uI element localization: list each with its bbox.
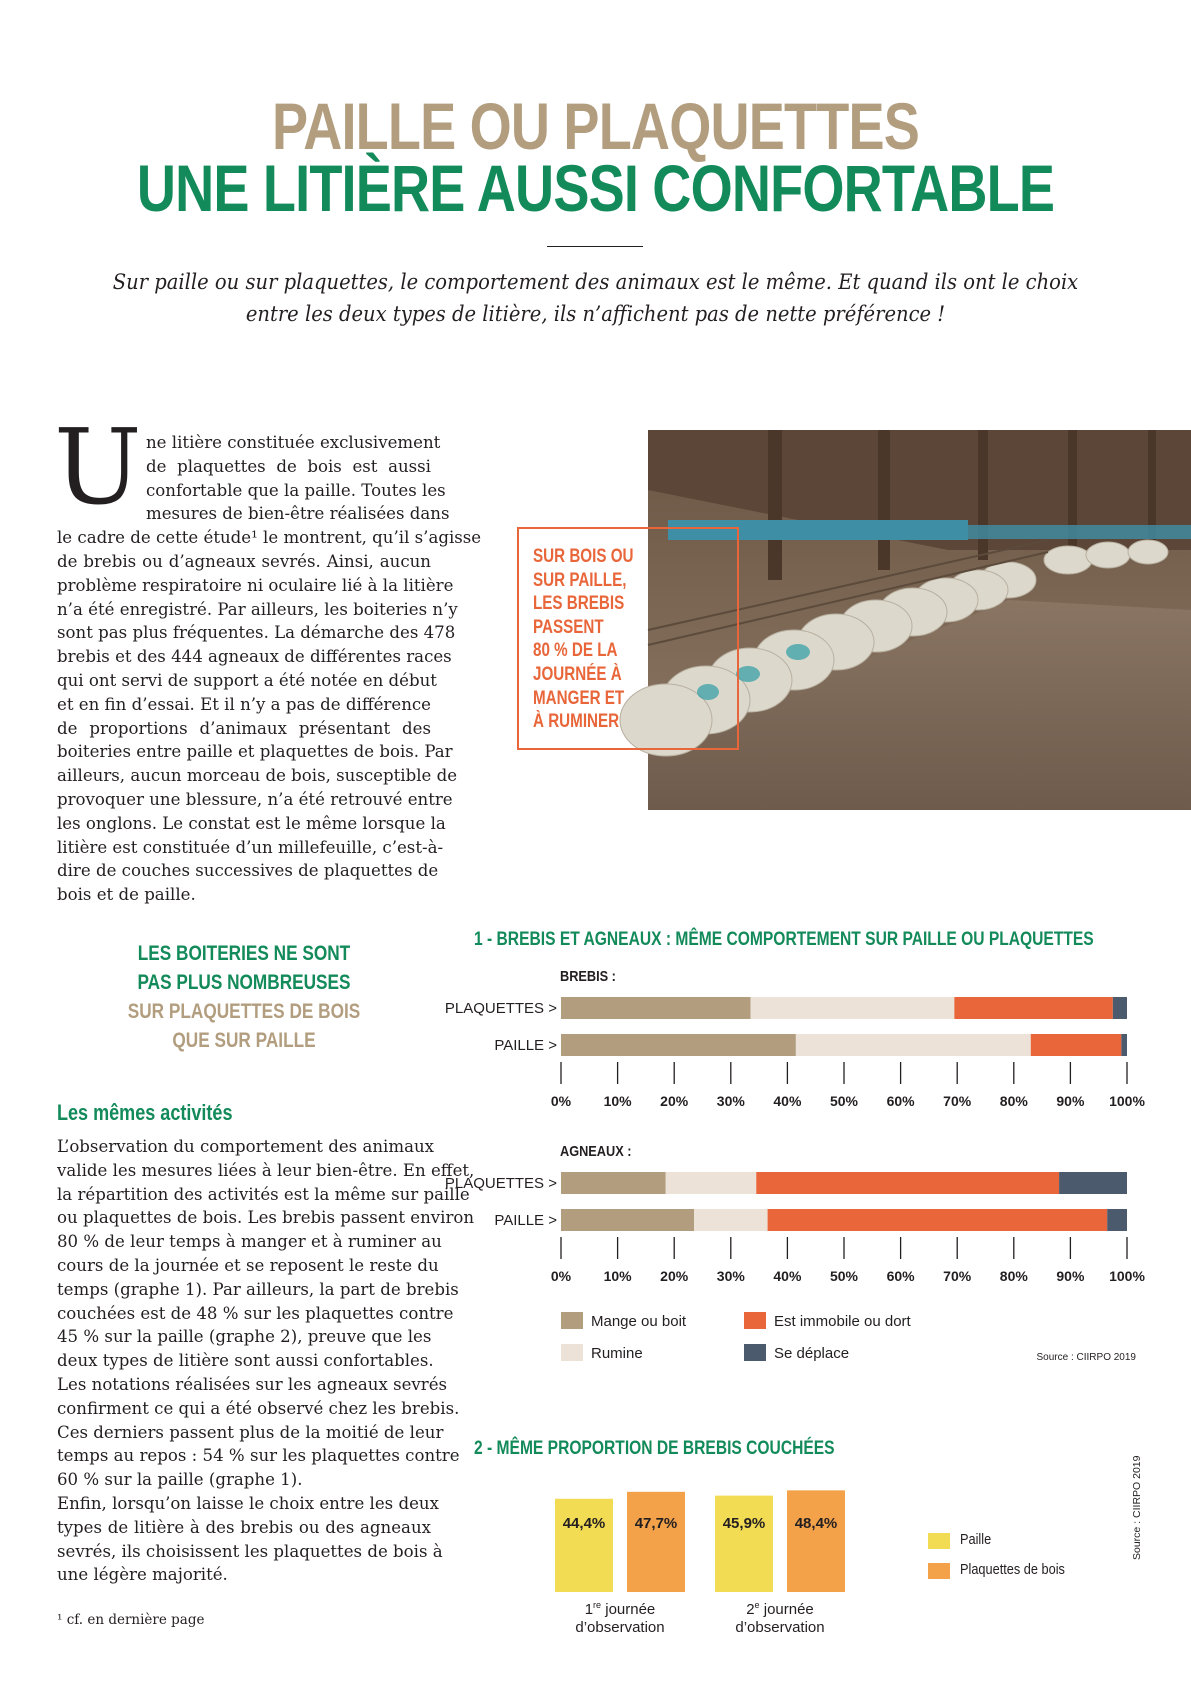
panel-label: BREBIS : (560, 966, 616, 985)
category-suffix: re (593, 1600, 602, 1610)
body-line: cours de la journée et se reposent le reste du (57, 1256, 439, 1275)
body-line: L’observation du comportement des animaux (57, 1137, 435, 1156)
body-line: et en fin d’essai. Et il n’y a pas de différence (57, 694, 431, 714)
body-line: provoquer une blessure, n’a été retrouvé entre (57, 790, 453, 809)
tick-label: 60% (886, 1268, 915, 1284)
legend-label: Se déplace (774, 1345, 850, 1362)
category-number: 1 (584, 1601, 594, 1618)
body-line: couchées est de 48 % sur les plaquettes contre (57, 1303, 454, 1323)
tick-label: 100% (1109, 1093, 1145, 1109)
legend-label: Est immobile ou dort (774, 1313, 911, 1330)
legend-label: Rumine (591, 1345, 643, 1362)
category-suffix: e (754, 1600, 760, 1610)
body-line: temps au repos : 54 % sur les plaquettes contre (57, 1446, 460, 1466)
headline-line-1: PAILLE OU PLAQUETTES (271, 89, 920, 163)
bar (715, 1496, 773, 1592)
lead-line-1: Sur paille ou sur plaquettes, le comportement des animaux est le même. Et quand ils ont le choix (112, 270, 1079, 294)
body-line: types de litière à des brebis ou des agneaux (57, 1517, 431, 1537)
body-line: Enfin, lorsqu’on laisse le choix entre les deux (57, 1494, 439, 1513)
tick-label: 0% (550, 1093, 572, 1109)
subhead: Les mêmes activités (57, 1100, 233, 1125)
legend-swatch (928, 1563, 950, 1579)
bar-segment (751, 997, 955, 1019)
headline-line-2: UNE LITIÈRE AUSSI CONFORTABLE (136, 151, 1055, 225)
pull-quote-line: LES BOITERIES NE SONT (137, 942, 351, 965)
category-label: d’observation (735, 1619, 825, 1636)
panel-label: AGNEAUX : (560, 1141, 632, 1160)
bar-segment (561, 1209, 694, 1231)
body-line: ne litière constituée exclusivement (146, 433, 441, 452)
body-line: ailleurs, aucun morceau de bois, susceptible de (57, 766, 458, 786)
category-label: PAILLE > (494, 1037, 557, 1054)
bar-segment (756, 1172, 1059, 1194)
legend-swatch (928, 1533, 950, 1549)
bar (787, 1490, 845, 1592)
tick-label: 90% (1056, 1268, 1085, 1284)
category-label (585, 1600, 656, 1618)
body-line: 60 % sur la paille (graphe 1). (57, 1470, 303, 1490)
tick-label: 40% (773, 1268, 802, 1284)
legend-swatch (561, 1344, 583, 1361)
tick-label: 30% (716, 1268, 745, 1284)
drop-cap: U (54, 406, 142, 528)
body-line: de proportions d’animaux présentant des (57, 718, 431, 738)
body-line: qui ont servi de support a été notée en début (57, 671, 437, 690)
body-line: boiteries entre paille et plaquettes de bois. Par (57, 742, 453, 762)
body-line: confirment ce qui a été observé chez les brebis. (57, 1398, 460, 1418)
callout-line: PASSENT (533, 616, 604, 638)
tick-label: 70% (943, 1093, 972, 1109)
body-line: brebis et des 444 agneaux de différentes races (57, 647, 452, 667)
category-label: PAILLE > (494, 1212, 557, 1229)
bar-segment (954, 997, 1112, 1019)
bar-segment (694, 1209, 768, 1231)
callout-line: MANGER ET (533, 687, 625, 709)
chart-2-source: Source : CIIRPO 2019 (1131, 1455, 1143, 1560)
body-line: le cadre de cette étude¹ le montrent, qu’il s’agisse (57, 528, 482, 548)
pull-quote-line: PAS PLUS NOMBREUSES (137, 971, 351, 994)
callout-line: SUR PAILLE, (533, 569, 627, 591)
tick-label: 40% (773, 1093, 802, 1109)
tick-label: 50% (829, 1268, 859, 1284)
chart-1-source: Source : CIIRPO 2019 (1036, 1352, 1136, 1363)
callout-line: JOURNÉE À (533, 664, 622, 685)
category-word: journée (601, 1601, 656, 1618)
bar (627, 1492, 685, 1592)
tick-label: 70% (943, 1268, 972, 1284)
chart-2 (540, 1470, 850, 1650)
body-line: 45 % sur la paille (graphe 2), preuve que les (57, 1327, 432, 1347)
body-line: sont pas plus fréquentes. La démarche des 478 (57, 623, 456, 643)
body-line: 80 % de leur temps à manger et à ruminer au (57, 1232, 442, 1252)
value-label: 44,4% (562, 1515, 606, 1532)
body-line: la répartition des activités est la même sur paille (57, 1184, 470, 1204)
bar-segment (1059, 1172, 1127, 1194)
body-line: une légère majorité. (57, 1565, 228, 1585)
chart-1-title: 1 - BREBIS ET AGNEAUX : MÊME COMPORTEMENT SUR PAILLE OU PLAQUETTES (474, 928, 1094, 950)
body-line: sevrés, ils choisissent les plaquettes de bois à (57, 1541, 443, 1561)
lead-line-2: entre les deux types de litière, ils n’affichent pas de nette préférence ! (245, 302, 946, 326)
tick-label: 90% (1056, 1093, 1085, 1109)
body-line: litière est constituée d’un millefeuille, c’est-à- (57, 837, 444, 857)
category-label (746, 1600, 814, 1618)
pull-quote-line: SUR PLAQUETTES DE BOIS (127, 1000, 361, 1023)
body-line: temps (graphe 1). Par ailleurs, la part de brebis (57, 1279, 459, 1299)
bar-segment (1107, 1209, 1127, 1231)
bar-segment (1121, 1034, 1127, 1056)
tick-label: 80% (999, 1093, 1028, 1109)
value-label: 47,7% (634, 1515, 678, 1532)
category-label: d’observation (575, 1619, 665, 1636)
tick-label: 10% (603, 1093, 632, 1109)
body-line: valide les mesures liées à leur bien-être. En effet, (57, 1160, 475, 1180)
body-line: deux types de litière sont aussi confortables. (57, 1351, 434, 1371)
pull-quote-line: QUE SUR PAILLE (172, 1029, 316, 1052)
body-line: ou plaquettes de bois. Les brebis passent environ (57, 1208, 475, 1228)
chart-1 (444, 960, 1160, 1380)
tick-label: 100% (1109, 1268, 1145, 1284)
tick-label: 80% (999, 1268, 1028, 1284)
bar-segment (1113, 997, 1127, 1019)
value-label: 45,9% (722, 1515, 766, 1532)
tick-label: 10% (603, 1268, 632, 1284)
callout-line: LES BREBIS (533, 593, 625, 615)
category-word: journée (759, 1601, 814, 1618)
chart-2-title: 2 - MÊME PROPORTION DE BREBIS COUCHÉES (474, 1437, 835, 1459)
category-label: PLAQUETTES > (444, 1175, 557, 1192)
bar-segment (1031, 1034, 1122, 1056)
bar (555, 1499, 613, 1592)
callout-line: À RUMINER (533, 711, 620, 733)
body-line: Les notations réalisées sur les agneaux sevrés (57, 1375, 448, 1394)
title-rule (547, 246, 643, 247)
body-line: confortable que la paille. Toutes les (146, 480, 446, 500)
tick-label: 20% (660, 1268, 689, 1284)
tick-label: 30% (716, 1093, 745, 1109)
bar-segment (561, 1172, 666, 1194)
body-line: problème respiratoire ni oculaire lié à la litière (57, 575, 454, 595)
legend-swatch (561, 1312, 583, 1329)
body-line: mesures de bien-être réalisées dans (146, 504, 450, 524)
body-line: n’a été enregistré. Par ailleurs, les boiteries n’y (57, 599, 458, 619)
bar-segment (561, 1034, 796, 1056)
body-line: de brebis ou d’agneaux sevrés. Ainsi, aucun (57, 552, 431, 571)
body-line: les onglons. Le constat est le même lorsque la (57, 813, 446, 833)
callout-line: 80 % DE LA (533, 640, 618, 662)
callout-line: SUR BOIS OU (533, 546, 634, 567)
legend-swatch (744, 1312, 766, 1329)
value-label: 48,4% (794, 1515, 838, 1532)
category-label: PLAQUETTES > (444, 1000, 557, 1017)
tick-label: 50% (829, 1093, 859, 1109)
body-line: de plaquettes de bois est aussi (146, 456, 431, 476)
bar-segment (666, 1172, 757, 1194)
body-line: bois et de paille. (57, 885, 196, 905)
body-line: Ces derniers passent plus de la moitié de leur (57, 1422, 444, 1442)
footnote: ¹ cf. en dernière page (57, 1612, 205, 1628)
body-line: dire de couches successives de plaquettes de (57, 861, 439, 881)
legend-label: Mange ou boit (591, 1313, 687, 1330)
category-number: 2 (746, 1601, 755, 1618)
tick-label: 60% (886, 1093, 915, 1109)
legend-label: Plaquettes de bois (960, 1561, 1065, 1578)
bar-segment (768, 1209, 1108, 1231)
legend-swatch (744, 1344, 766, 1361)
bar-segment (796, 1034, 1031, 1056)
bar-segment (561, 997, 751, 1019)
tick-label: 0% (550, 1268, 572, 1284)
legend-label: Paille (960, 1531, 992, 1548)
tick-label: 20% (660, 1093, 689, 1109)
